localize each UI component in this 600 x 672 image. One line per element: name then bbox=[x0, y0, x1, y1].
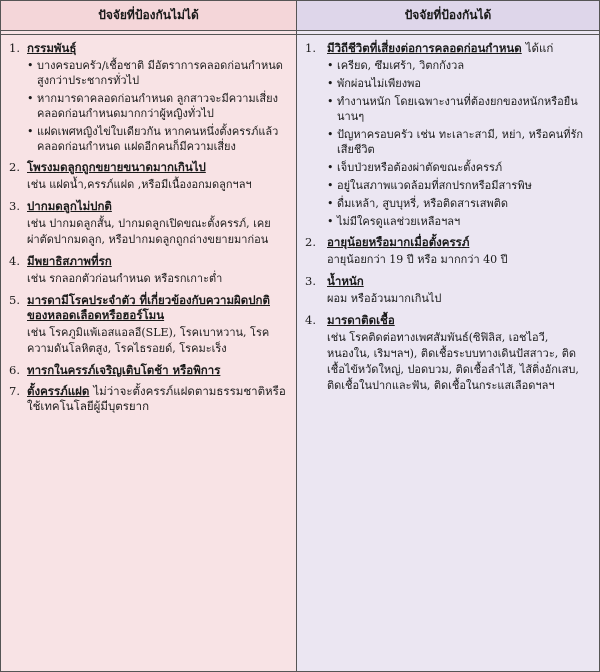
factor-number: 6. bbox=[9, 363, 20, 377]
factor-section bbox=[9, 199, 288, 248]
factor-title-tail: ไม่ว่าจะตั้งครรภ์แฝดตามธรรมชาติหรือใช้เทคโนโลยีผู้มีบุตรยาก bbox=[27, 384, 286, 413]
factor-section bbox=[305, 274, 591, 307]
bullet-item: • ไม่มีใครดูแลช่วยเหลือฯลฯ bbox=[327, 214, 591, 229]
factor-section bbox=[9, 363, 288, 378]
factor-title bbox=[305, 235, 591, 250]
factor-title bbox=[9, 293, 288, 323]
bullet-item: • หากมารดาคลอดก่อนกำหนด ลูกสาวจะมีความเสี่ยงคลอดก่อนกำหนดมากกว่าผู้หญิงทั่วไป bbox=[27, 91, 288, 121]
factor-description: เช่น โรคติดต่อทางเพศสัมพันธ์(ซิฟิลิส, เอชไอวี, หนองใน, เริมฯลฯ), ติดเชื้อระบบทางเดินปัสสาวะ, ติดเชื้อไข้หวัดใหญ่, ปอดบวม, ติดเชื้อลำไส้, ไส้ติ่งอักเสบ, ติดเชื้อในปากและฟัน, ติดเชื้อในกระแสเลือดฯลฯ bbox=[327, 331, 579, 392]
left-body bbox=[1, 35, 296, 414]
bullet-item: • พักผ่อนไม่เพียงพอ bbox=[327, 76, 591, 91]
left-column bbox=[1, 1, 297, 671]
factor-number: 2. bbox=[9, 160, 20, 174]
factor-description: เช่น โรคภูมิแพ้เอสแอลอี(SLE), โรคเบาหวาน, โรคความดันโลหิตสูง, โรคไธรอยด์, โรคมะเร็ง bbox=[27, 326, 270, 355]
factor-title bbox=[9, 160, 288, 175]
right-body bbox=[297, 35, 599, 394]
bullet-item: • เจ็บป่วยหรือต้องผ่าตัดขณะตั้งครรภ์ bbox=[327, 160, 591, 175]
factor-title-text: กรรมพันธุ์ bbox=[27, 41, 77, 55]
bullet-item: • ทำงานหนัก โดยเฉพาะงานที่ต้องยกของหนักหรือยืนนานๆ bbox=[327, 94, 591, 124]
bullet-item: • แฝดเพศหญิงไข่ใบเดียวกัน หากคนหนึ่งตั้งครรภ์แล้วคลอดก่อนกำหนด แฝดอีกคนก็มีความเสี่ยง bbox=[27, 124, 288, 154]
factor-title bbox=[9, 199, 288, 214]
factor-title-text: ทารกในครรภ์เจริญเติบโตช้า หรือพิการ bbox=[27, 363, 221, 377]
factor-number: 1. bbox=[305, 41, 316, 55]
factor-description: ผอม หรืออ้วนมากเกินไป bbox=[327, 292, 442, 305]
factor-title-text: ปากมดลูกไม่ปกติ bbox=[27, 199, 112, 213]
factor-title-text: โพรงมดลูกถูกขยายขนาดมากเกินไป bbox=[27, 160, 206, 174]
factor-number: 3. bbox=[9, 199, 20, 213]
factor-number: 4. bbox=[305, 313, 316, 327]
factor-title bbox=[9, 384, 288, 414]
factor-title bbox=[9, 41, 288, 56]
factor-section bbox=[305, 313, 591, 394]
factor-section bbox=[305, 41, 591, 229]
factor-number: 7. bbox=[9, 384, 20, 398]
bullet-item: • เครียด, ซึมเศร้า, วิตกกังวล bbox=[327, 58, 591, 73]
factor-description: เช่น ปากมดลูกสั้น, ปากมดลูกเปิดขณะตั้งครรภ์, เคยผ่าตัดปากมดลูก, หรือปากมดลูกถูกถ่างขยายมาก่อน bbox=[27, 217, 271, 246]
right-column bbox=[297, 1, 599, 671]
factor-description: เช่น แฝดน้ำ,ครรภ์แฝด ,หรือมีเนื้องอกมดลูกฯลฯ bbox=[27, 178, 252, 191]
factor-section bbox=[9, 160, 288, 193]
factor-title-text: อายุน้อยหรือมากเมื่อตั้งครรภ์ bbox=[327, 235, 470, 249]
factor-title-text: มีพยาธิสภาพที่รก bbox=[27, 254, 112, 268]
factor-section bbox=[9, 254, 288, 287]
bullet-item: • อยู่ในสภาพแวดล้อมที่สกปรกหรือมีสารพิษ bbox=[327, 178, 591, 193]
factor-section bbox=[305, 235, 591, 268]
factor-section bbox=[9, 384, 288, 414]
factor-title bbox=[9, 254, 288, 269]
factor-bullet-list bbox=[9, 58, 288, 154]
factor-title-text: มีวิถีชีวิตที่เสี่ยงต่อการคลอดก่อนกำหนด bbox=[327, 41, 522, 55]
factor-section bbox=[9, 41, 288, 154]
factor-number: 5. bbox=[9, 293, 20, 307]
factor-number: 2. bbox=[305, 235, 316, 249]
factor-title-text: มารดามีโรคประจำตัว ที่เกี่ยวข้องกับความผิดปกติของหลอดเลือดหรือฮอร์โมน bbox=[27, 293, 270, 322]
factor-number: 1. bbox=[9, 41, 20, 55]
factor-title-text: น้ำหนัก bbox=[327, 274, 364, 288]
bullet-item: • บางครอบครัว/เชื้อชาติ มีอัตราการคลอดก่อนกำหนดสูงกว่าประชากรทั่วไป bbox=[27, 58, 288, 88]
factor-title-text: ตั้งครรภ์แฝด bbox=[27, 384, 90, 398]
factor-number: 4. bbox=[9, 254, 20, 268]
factor-description: เช่น รกลอกตัวก่อนกำหนด หรือรกเกาะต่ำ bbox=[27, 272, 223, 285]
bullet-item: • ปัญหาครอบครัว เช่น ทะเลาะสามี, หย่า, หรือคนที่รักเสียชีวิต bbox=[327, 127, 591, 157]
factor-title-tail: ได้แก่ bbox=[525, 41, 554, 55]
factor-title bbox=[9, 363, 288, 378]
factor-title bbox=[305, 41, 591, 56]
bullet-item: • ดื่มเหล้า, สูบบุหรี่, หรือติดสารเสพติด bbox=[327, 196, 591, 211]
factor-bullet-list bbox=[305, 58, 591, 229]
right-header: ปัจจัยที่ป้องกันได้ bbox=[297, 1, 599, 31]
factor-section bbox=[9, 293, 288, 357]
factor-number: 3. bbox=[305, 274, 316, 288]
factor-title bbox=[305, 313, 591, 328]
factor-title-text: มารดาติดเชื้อ bbox=[327, 313, 395, 327]
factor-title bbox=[305, 274, 591, 289]
factor-description: อายุน้อยกว่า 19 ปี หรือ มากกว่า 40 ปี bbox=[327, 253, 508, 266]
left-header: ปัจจัยที่ป้องกันไม่ได้ bbox=[1, 1, 296, 31]
